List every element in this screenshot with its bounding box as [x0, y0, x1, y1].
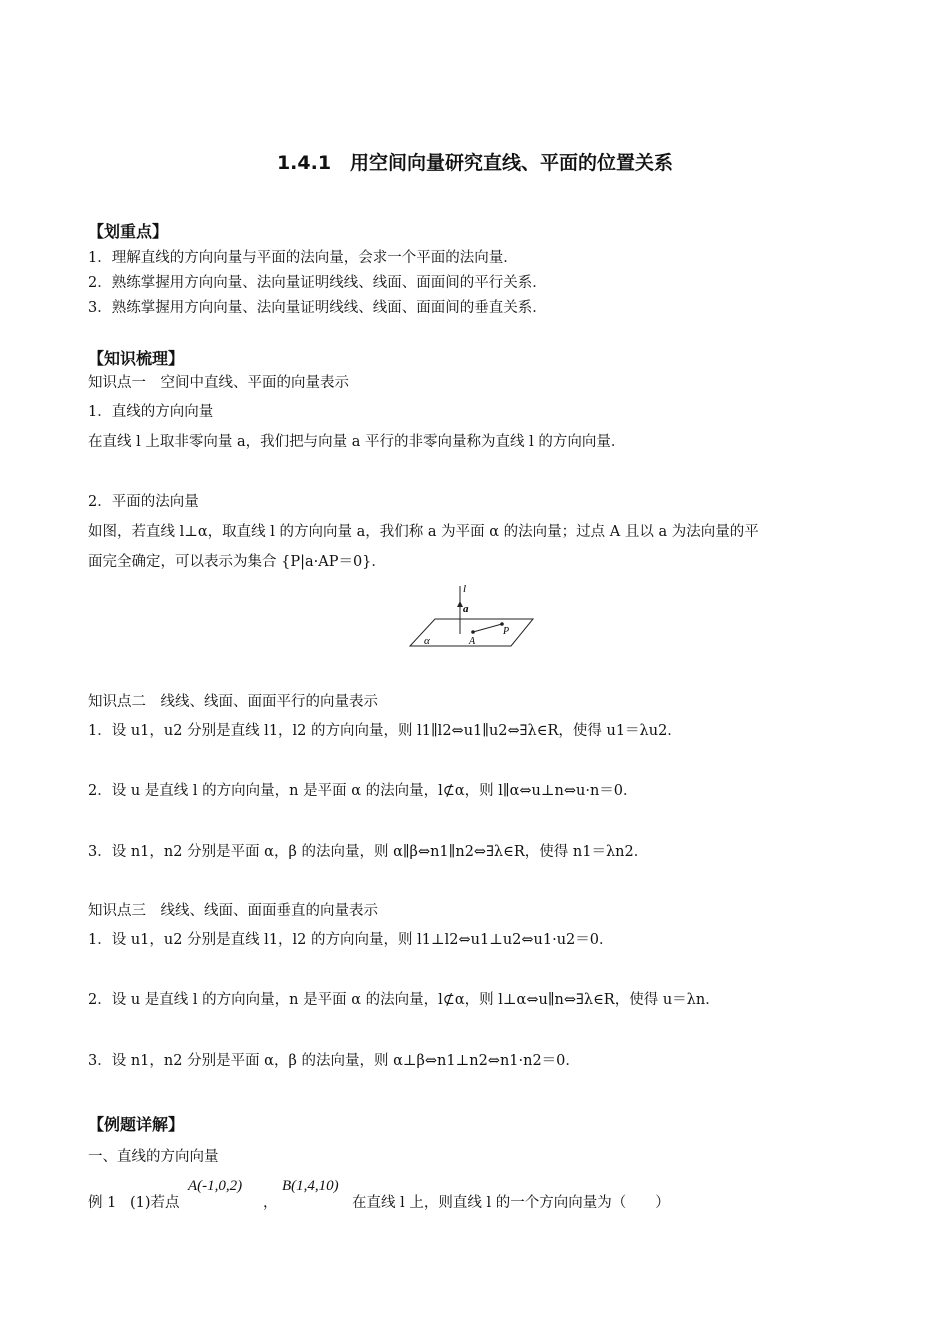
segment-AP	[473, 624, 502, 632]
section-header-key-points: 【划重点】	[88, 222, 169, 241]
section-header-examples: 【例题详解】	[88, 1115, 185, 1134]
point-A-coordinates: A(-1,0,2)	[188, 1178, 243, 1194]
example-1-text-start: (1)若点	[130, 1195, 180, 1211]
comma: ，	[263, 1195, 278, 1211]
examples-subsection-title: 一、直线的方向向量	[88, 1149, 219, 1165]
perpendicular-rule-2: 2．设 u 是直线 l 的方向向量，n 是平面 α 的法向量，l⊄α，则 l⊥α⇔u∥n⇔∃λ∈R，使得 u＝λn．	[88, 992, 720, 1008]
parallel-rule-1: 1．设 u1，u2 分别是直线 l1，l2 的方向向量，则 l1∥l2⇔u1∥u2⇔∃λ∈R，使得 u1＝λu2．	[88, 723, 682, 739]
point-B-coordinates: B(1,4,10)	[282, 1178, 339, 1194]
knowledge-point-1-title: 知识点一 空间中直线、平面的向量表示	[88, 375, 349, 391]
direction-vector-definition: 在直线 l 上取非零向量 a，我们把与向量 a 平行的非零向量称为直线 l 的方向向量．	[88, 434, 626, 450]
label-l: l	[463, 583, 467, 595]
page-title: 1.4.1 用空间向量研究直线、平面的位置关系	[276, 152, 674, 174]
perpendicular-rule-3: 3．设 n1，n2 分别是平面 α，β 的法向量，则 α⊥β⇔n1⊥n2⇔n1·n2＝0．	[88, 1053, 580, 1069]
example-1-label: 例 1	[88, 1195, 117, 1211]
label-a: a	[463, 603, 469, 615]
label-P: P	[503, 626, 510, 637]
section-header-knowledge: 【知识梳理】	[88, 349, 185, 368]
key-point-2: 2．熟练掌握用方向向量、法向量证明线线、线面、面面间的平行关系．	[88, 275, 547, 291]
parallel-rule-2: 2．设 u 是直线 l 的方向向量，n 是平面 α 的法向量，l⊄α，则 l∥α⇔u⊥n⇔u·n＝0．	[88, 783, 638, 799]
point-A	[471, 630, 475, 634]
key-point-1: 1．理解直线的方向向量与平面的法向量，会求一个平面的法向量．	[88, 250, 518, 266]
knowledge-point-2-title: 知识点二 线线、线面、面面平行的向量表示	[88, 694, 378, 710]
knowledge-point-3-title: 知识点三 线线、线面、面面垂直的向量表示	[88, 903, 378, 919]
example-1-text-end: 在直线 l 上，则直线 l 的一个方向向量为（ ）	[352, 1195, 670, 1211]
label-A: A	[469, 636, 476, 647]
topic-normal-vector: 2．平面的法向量	[88, 494, 199, 510]
key-point-3: 3．熟练掌握用方向向量、法向量证明线线、线面、面面间的垂直关系．	[88, 300, 547, 316]
perpendicular-rule-1: 1．设 u1，u2 分别是直线 l1，l2 的方向向量，则 l1⊥l2⇔u1⊥u2⇔u1·u2＝0．	[88, 932, 614, 948]
parallel-rule-3: 3．设 n1，n2 分别是平面 α，β 的法向量，则 α∥β⇔n1∥n2⇔∃λ∈R，使得 n1＝λn2．	[88, 844, 649, 860]
topic-direction-vector: 1．直线的方向向量	[88, 404, 214, 420]
label-alpha: α	[424, 635, 430, 647]
normal-vector-set: 面完全确定，可以表示为集合 {P|a·AP＝0}．	[88, 554, 386, 570]
plane-normal-figure	[400, 578, 550, 654]
normal-vector-definition: 如图，若直线 l⊥α，取直线 l 的方向向量 a，我们称 a 为平面 α 的法向量；过点 A 且以 a 为法向量的平	[88, 524, 759, 540]
